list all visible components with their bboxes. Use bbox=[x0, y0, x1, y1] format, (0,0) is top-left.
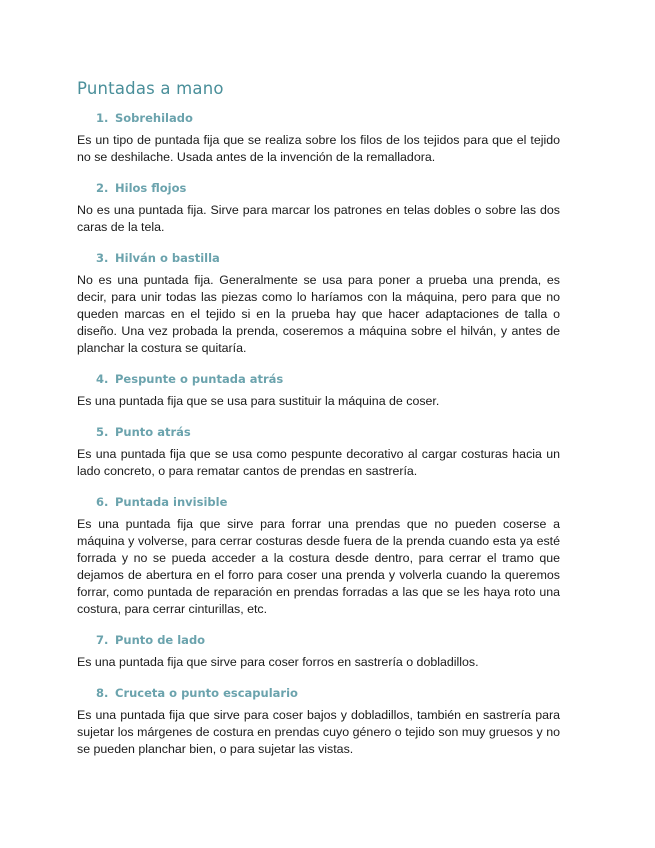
document-title: Puntadas a mano bbox=[77, 79, 224, 98]
section-heading bbox=[77, 632, 560, 648]
section-heading-text: Puntada invisible bbox=[115, 495, 228, 509]
section-body: No es una puntada fija. Sirve para marcar los patrones en telas dobles o sobre las dos caras de la tela. bbox=[77, 203, 560, 234]
section-heading-text: Punto atrás bbox=[115, 425, 191, 439]
section-heading-text: Punto de lado bbox=[115, 633, 206, 647]
section-heading bbox=[77, 250, 560, 266]
section-body: Es una puntada fija que sirve para coser forros en sastrería o dobladillos. bbox=[77, 655, 479, 669]
section-body: Es una puntada fija que se usa para sustituir la máquina de coser. bbox=[77, 394, 440, 408]
section-number: 4. bbox=[96, 372, 109, 386]
section-heading bbox=[77, 494, 560, 510]
section-heading-text: Sobrehilado bbox=[115, 111, 193, 125]
document-page bbox=[77, 78, 560, 772]
section-4 bbox=[77, 371, 560, 410]
section-number: 3. bbox=[96, 251, 109, 265]
section-number: 5. bbox=[96, 425, 109, 439]
section-heading-text: Cruceta o punto escapulario bbox=[115, 686, 298, 700]
section-2 bbox=[77, 180, 560, 236]
section-number: 6. bbox=[96, 495, 109, 509]
section-body: Es un tipo de puntada fija que se realiza sobre los filos de los tejidos para que el tejido no se deshilache. Usada antes de la invención de la remalladora. bbox=[77, 133, 560, 164]
section-heading bbox=[77, 424, 560, 440]
section-heading bbox=[77, 180, 560, 196]
section-number: 8. bbox=[96, 686, 109, 700]
section-number: 1. bbox=[96, 111, 109, 125]
section-heading-text: Pespunte o puntada atrás bbox=[115, 372, 284, 386]
section-heading bbox=[77, 685, 560, 701]
section-8 bbox=[77, 685, 560, 758]
section-body: Es una puntada fija que sirve para forrar una prendas que no pueden coserse a máquina y volverse, para cerrar costuras desde fuera de la prenda cuando esta ya esté forrada y no se pueda acceder a la costura desde dentro, para cerrar el tramo que dejamos de abertura en el forro para coser una prenda y volverla cuando la queremos forrar, como puntada de reparación en prendas forradas a las que se les haya roto una costura, para cerrar cinturillas, etc. bbox=[77, 517, 560, 616]
section-heading bbox=[77, 110, 560, 126]
section-number: 2. bbox=[96, 181, 109, 195]
section-body: No es una puntada fija. Generalmente se usa para poner a prueba una prenda, es decir, para unir todas las piezas como lo haríamos con la máquina, pero para que no queden marcas en el tejido si en la prueba hay que hacer adaptaciones de talla o diseño. Una vez probada la prenda, coseremos a máquina sobre el hilván, y antes de planchar la costura se quitaría. bbox=[77, 273, 560, 355]
section-number: 7. bbox=[96, 633, 109, 647]
section-body: Es una puntada fija que se usa como pespunte decorativo al cargar costuras hacia un lado concreto, o para rematar cantos de prendas en sastrería. bbox=[77, 447, 560, 478]
section-5 bbox=[77, 424, 560, 480]
section-heading bbox=[77, 371, 560, 387]
section-6 bbox=[77, 494, 560, 618]
section-3 bbox=[77, 250, 560, 357]
section-7 bbox=[77, 632, 560, 671]
section-heading-text: Hilos flojos bbox=[115, 181, 187, 195]
section-body: Es una puntada fija que sirve para coser bajos y dobladillos, también en sastrería para sujetar los márgenes de costura en prendas cuyo género o tejido son muy gruesos y no se pueden planchar bien, o para sujetar las vistas. bbox=[77, 708, 560, 756]
section-1 bbox=[77, 110, 560, 166]
section-heading-text: Hilván o bastilla bbox=[115, 251, 220, 265]
